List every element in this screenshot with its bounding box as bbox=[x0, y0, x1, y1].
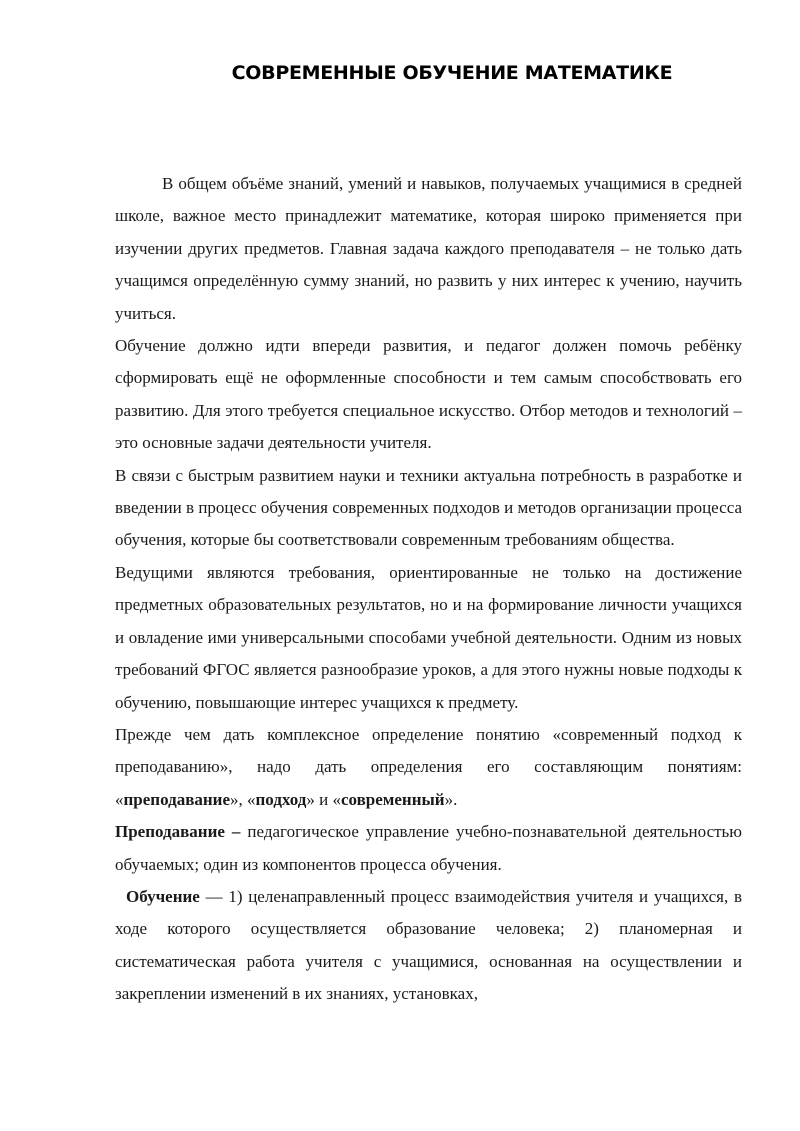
definition-learning-text: — 1) целенаправленный процесс взаимодействия учителя и учащихся, в ходе которого осуществляется образование человека; 2) планомерная и систематическая работа учителя с учащимися, основанная на осуществлении и закреплении изменений в их знаниях, установках, bbox=[115, 886, 742, 1004]
term-approach: подход bbox=[255, 789, 307, 809]
separator-2: » и « bbox=[306, 789, 341, 809]
paragraph-definition-learning bbox=[115, 881, 742, 1011]
term-modern: современный bbox=[341, 789, 445, 809]
paragraph-definition-intro bbox=[115, 719, 742, 816]
document-title: СОВРЕМЕННЫЕ ОБУЧЕНИЕ МАТЕМАТИКЕ bbox=[231, 62, 673, 84]
paragraph-4: Ведущими являются требования, ориентированные не только на достижение предметных образовательных результатов, но и на формирование личности учащихся и овладение ими универсальными способами учебной деятельности. Одним из новых требований ФГОС является разнообразие уроков, а для этого нужны новые подходы к обучению, повышающие интерес учащихся к предмету. bbox=[115, 562, 742, 712]
paragraph-definition-teaching bbox=[115, 816, 742, 881]
paragraph-1: В общем объёме знаний, умений и навыков, получаемых учащимися в средней школе, важное место принадлежит математике, которая широко применяется при изучении других предметов. Главная задача каждого преподавателя – не только дать учащимся определённую сумму знаний, но развить у них интерес к учению, научить учиться. bbox=[115, 174, 742, 323]
definition-teaching-text: педагогическое управление учебно-познавательной деятельностью обучаемых; один из компонентов процесса обучения. bbox=[115, 822, 742, 874]
quote-open: « bbox=[115, 789, 124, 809]
definition-teaching-term: Преподавание – bbox=[115, 822, 241, 842]
definition-learning-term: Обучение bbox=[126, 886, 200, 906]
definition-intro-text: Прежде чем дать комплексное определение понятию «современный подход к преподаванию», надо дать определения его составляющим понятиям: bbox=[115, 724, 742, 777]
term-teaching: преподавание bbox=[123, 789, 231, 809]
quote-close: ». bbox=[444, 789, 458, 809]
document-body bbox=[115, 168, 742, 1011]
separator-1: », « bbox=[230, 789, 256, 809]
paragraph-3: В связи с быстрым развитием науки и техники актуальна потребность в разработке и введении в процесс обучения современных подходов и методов организации процесса обучения, которые бы соответствовали современным требованиям общества. bbox=[115, 465, 742, 550]
paragraph-2: Обучение должно идти впереди развития, и педагог должен помочь ребёнку сформировать ещё не оформленные способности и тем самым способствовать его развитию. Для этого требуется специальное искусство. Отбор методов и технологий – это основные задачи деятельности учителя. bbox=[115, 336, 742, 453]
